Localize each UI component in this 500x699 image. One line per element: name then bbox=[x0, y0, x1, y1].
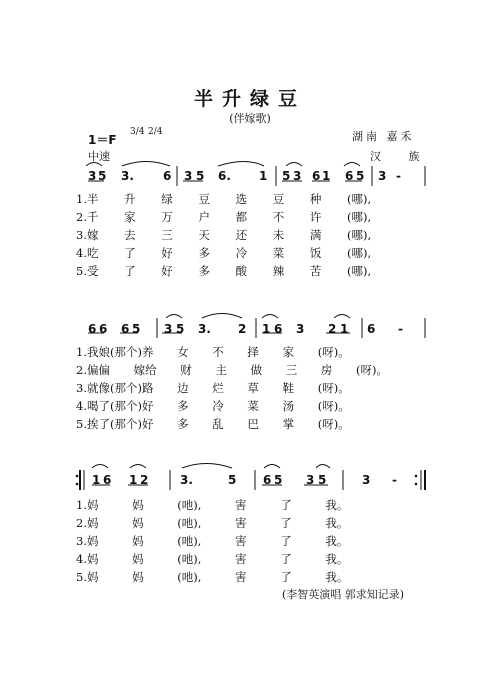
lyrics-block-1 bbox=[76, 190, 371, 280]
note: 3 bbox=[293, 169, 302, 183]
ethnicity-label: 汉 族 bbox=[370, 150, 432, 163]
lyric-verse-3: 3.妈 妈 (吔), 害 了 我。 bbox=[76, 534, 349, 548]
credits: (李智英演唱 郭求知记录) bbox=[282, 588, 405, 601]
note: 3. bbox=[198, 322, 211, 336]
lyric-verse-1: 1.半 升 绿 豆 选 豆 种 (哪), bbox=[76, 192, 372, 206]
note: 3 bbox=[184, 169, 193, 183]
note: 6 bbox=[263, 473, 272, 487]
lyrics-block-2 bbox=[76, 343, 388, 433]
note: 5 bbox=[228, 473, 237, 487]
note: - bbox=[392, 473, 397, 487]
note: 2 bbox=[140, 473, 149, 487]
key-signature: 1＝F bbox=[88, 133, 117, 147]
time-sig-b: 2/4 bbox=[148, 127, 163, 137]
lyric-verse-2: 2.偏偏 嫁给 财 主 做 三 房 (呀)。 bbox=[76, 363, 389, 377]
note: 1 bbox=[259, 169, 268, 183]
lyric-verse-1: 1.我娘(那个)养 女 不 择 家 (呀)。 bbox=[76, 345, 350, 359]
song-subtitle: (伴嫁歌) bbox=[229, 112, 271, 125]
note: - bbox=[398, 322, 403, 336]
note: 1 bbox=[322, 169, 331, 183]
note: 6 bbox=[103, 473, 112, 487]
note: 6 bbox=[274, 322, 283, 336]
note: 3 bbox=[306, 473, 315, 487]
note: 5 bbox=[274, 473, 283, 487]
note: 6 bbox=[163, 169, 172, 183]
note: 5 bbox=[318, 473, 327, 487]
note: 5 bbox=[176, 322, 185, 336]
note: 1 bbox=[262, 322, 271, 336]
note: 5 bbox=[282, 169, 291, 183]
lyric-verse-4: 4.喝了(那个)好 多 冷 菜 汤 (呀)。 bbox=[76, 399, 350, 413]
lyric-verse-2: 2.千 家 万 户 都 不 许 (哪), bbox=[76, 210, 372, 224]
note: 6 bbox=[99, 322, 108, 336]
note: 1 bbox=[92, 473, 101, 487]
note: 6 bbox=[88, 322, 97, 336]
note: 3 bbox=[164, 322, 173, 336]
note: 1 bbox=[129, 473, 138, 487]
note: 5 bbox=[196, 169, 205, 183]
lyric-verse-2: 2.妈 妈 (吔), 害 了 我。 bbox=[76, 516, 349, 530]
lyric-verse-3: 3.嫁 去 三 天 还 未 满 (哪), bbox=[76, 228, 372, 242]
note: 2 bbox=[328, 322, 337, 336]
time-sig-a: 3/4 bbox=[130, 127, 145, 137]
note: 2 bbox=[238, 322, 247, 336]
note: 3 bbox=[362, 473, 371, 487]
note: 6 bbox=[121, 322, 130, 336]
note: 3 bbox=[378, 169, 387, 183]
tempo-marking: 中速 bbox=[88, 150, 110, 163]
lyric-verse-4: 4.妈 妈 (吔), 害 了 我。 bbox=[76, 552, 349, 566]
note: 5 bbox=[356, 169, 365, 183]
note: - bbox=[396, 169, 401, 183]
note: 6 bbox=[312, 169, 321, 183]
note: 6 bbox=[345, 169, 354, 183]
lyric-verse-3: 3.就像(那个)路 边 烂 草 鞋 (呀)。 bbox=[76, 381, 350, 395]
lyric-verse-1: 1.妈 妈 (吔), 害 了 我。 bbox=[76, 498, 349, 512]
lyrics-block-3 bbox=[76, 496, 348, 586]
note: 1 bbox=[340, 322, 349, 336]
note: 6 bbox=[367, 322, 376, 336]
lyric-verse-5: 5.受 了 好 多 酸 辣 苦 (哪), bbox=[76, 264, 372, 278]
note: 3 bbox=[296, 322, 305, 336]
note: 3. bbox=[121, 169, 134, 183]
region-label: 湖南 嘉禾 bbox=[352, 130, 415, 143]
lyric-verse-5: 5.妈 妈 (吔), 害 了 我。 bbox=[76, 570, 349, 584]
song-title: 半升绿豆 bbox=[193, 88, 306, 110]
note: 6. bbox=[218, 169, 231, 183]
lyric-verse-5: 5.挨了(那个)好 多 乱 巴 掌 (呀)。 bbox=[76, 417, 350, 431]
note: 3 bbox=[88, 169, 97, 183]
note: 5 bbox=[98, 169, 107, 183]
note: 3. bbox=[180, 473, 193, 487]
lyric-verse-4: 4.吃 了 好 多 冷 菜 饭 (哪), bbox=[76, 246, 372, 260]
note: 5 bbox=[132, 322, 141, 336]
